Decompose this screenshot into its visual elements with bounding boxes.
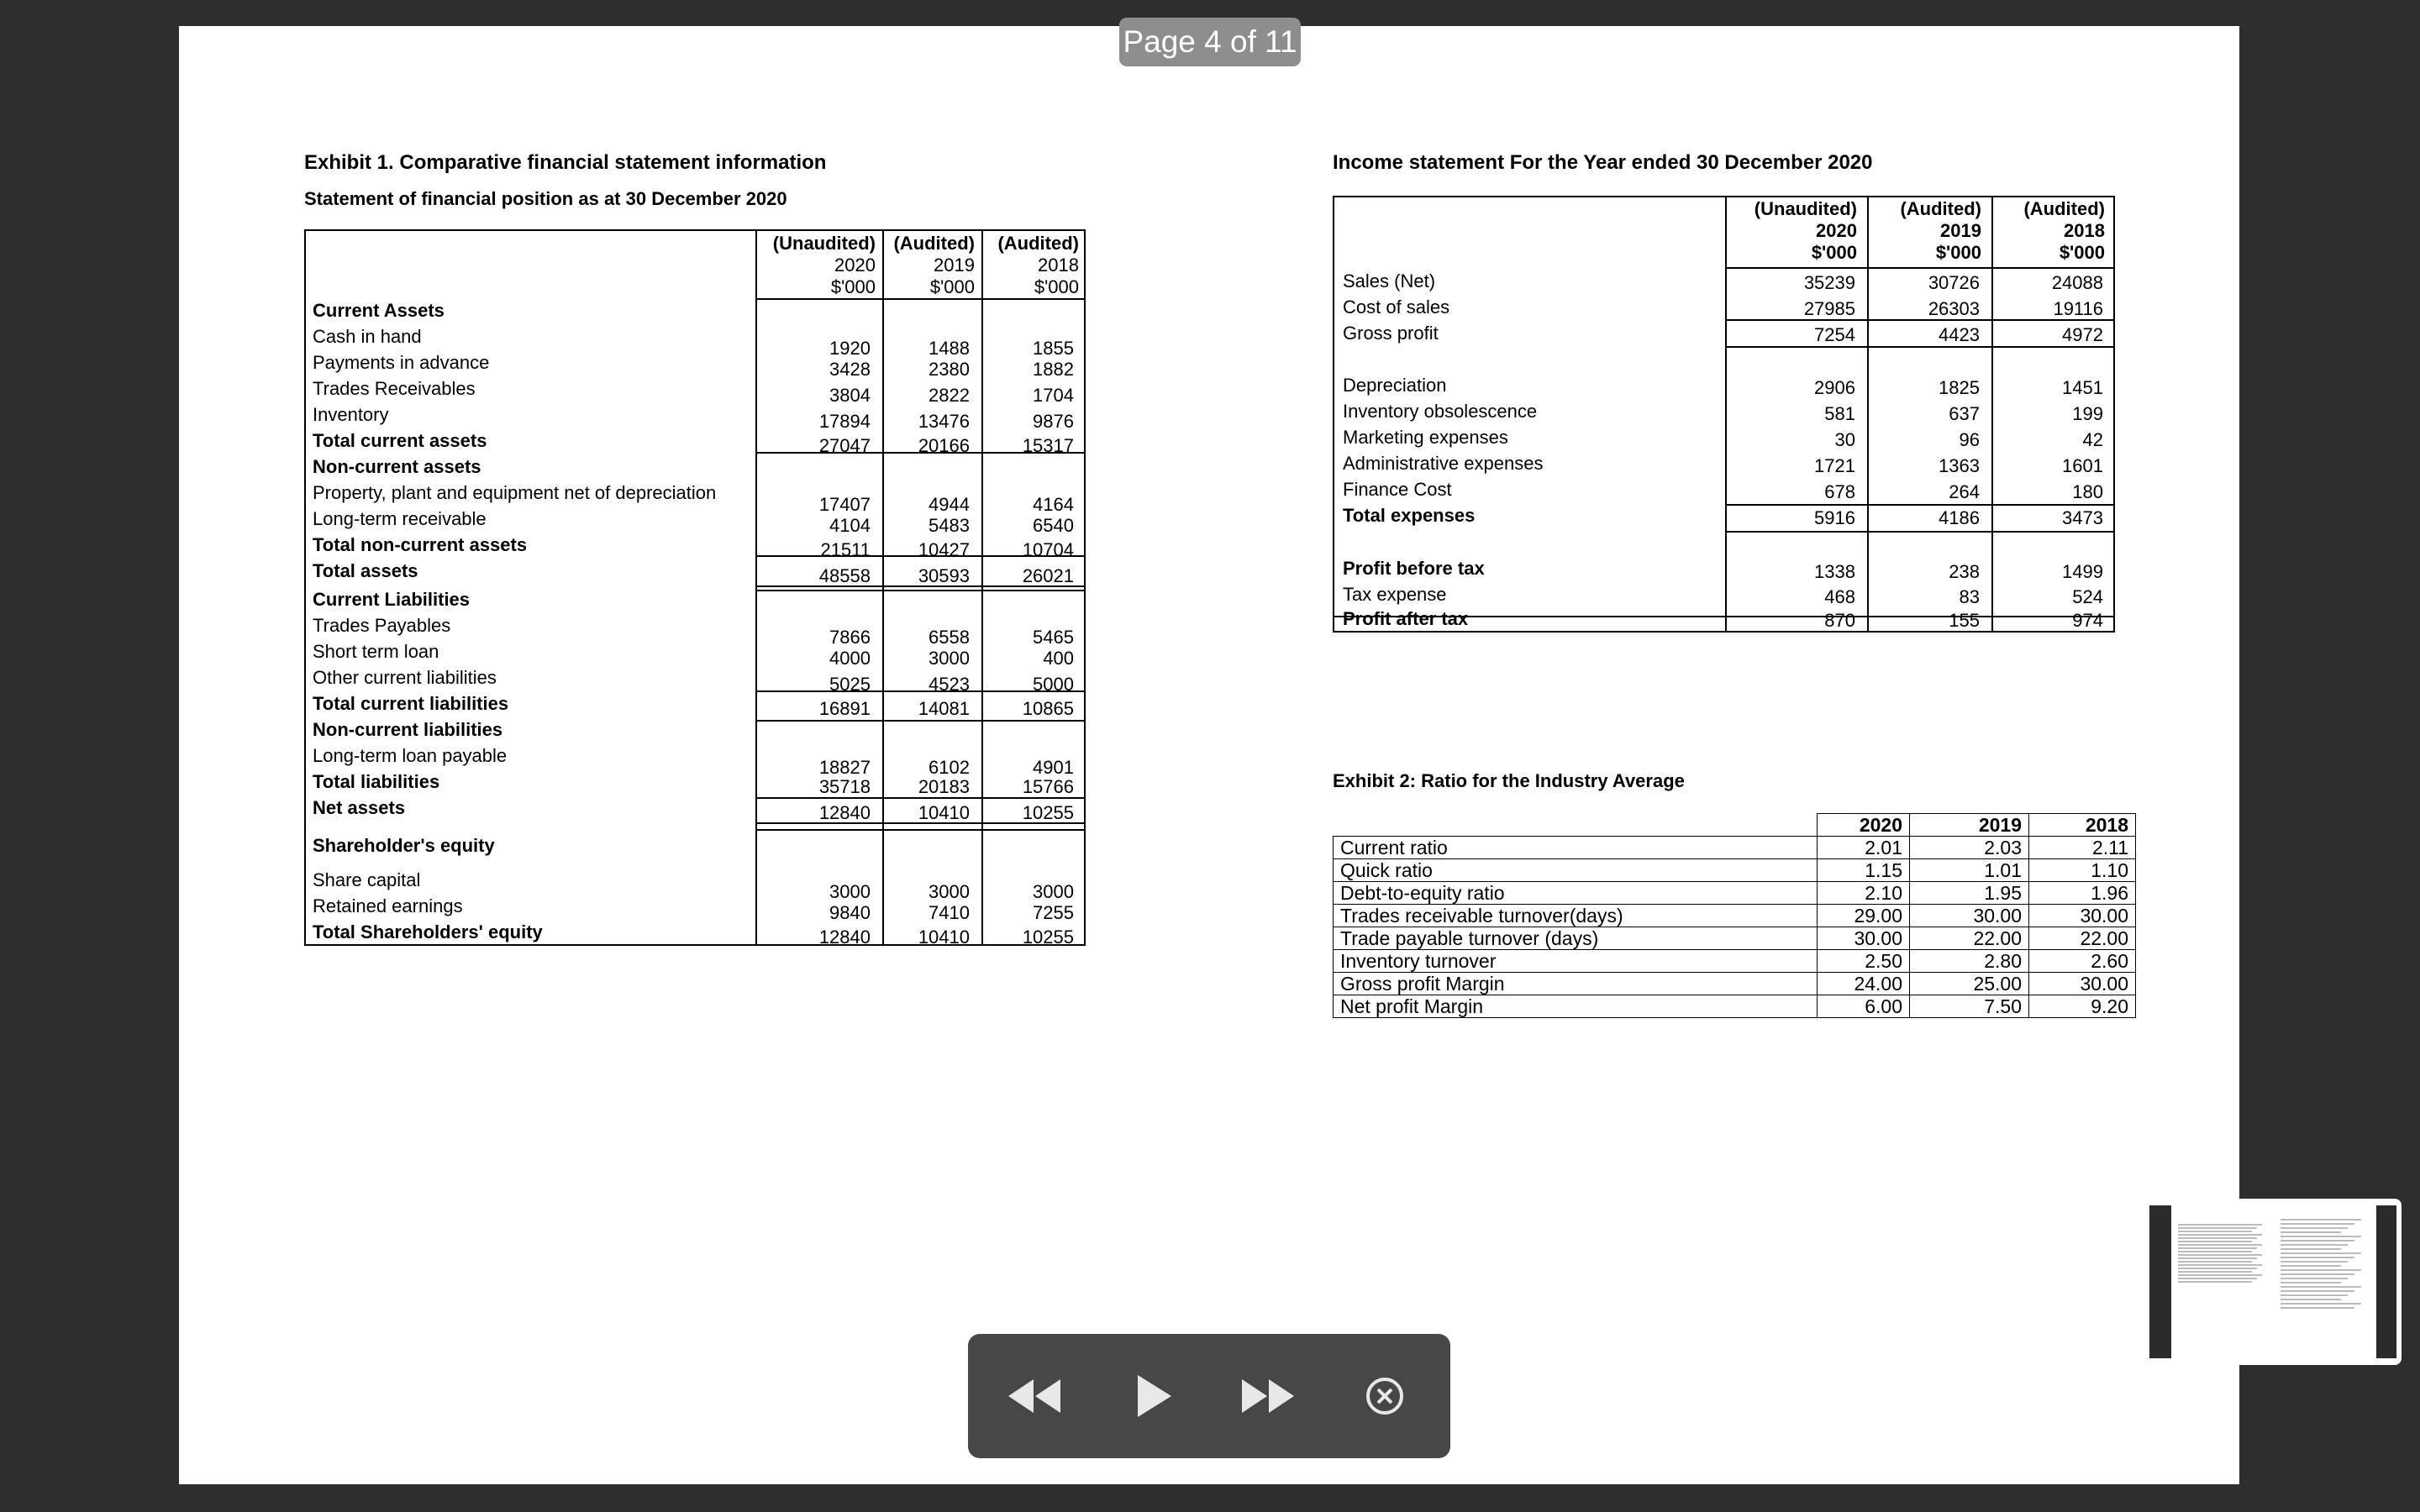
is-cell-value: 1601	[2062, 455, 2103, 476]
sfp-cell-value: 1882	[1033, 359, 1074, 380]
is-cell-value: 180	[2072, 481, 2103, 502]
is-header-year: 2020	[1816, 220, 1857, 241]
ratio-cell-value: 7.50	[1910, 995, 2029, 1018]
is-header-label: (Audited)	[1900, 198, 1981, 219]
thumbnail-text-line	[2178, 1274, 2262, 1276]
ratio-cell-value: 2.60	[2029, 950, 2136, 973]
thumbnail-text-line	[2178, 1234, 2262, 1236]
sfp-cell-value: 400	[1043, 648, 1074, 669]
close-icon[interactable]	[1360, 1371, 1410, 1421]
is-cell-value: 27985	[1803, 298, 1855, 319]
is-header-year: 2019	[1940, 220, 1981, 241]
ratio-cell-value: 2.50	[1818, 950, 1910, 973]
is-row-label: Marketing expenses	[1343, 427, 1508, 448]
is-cell-value: 974	[2072, 610, 2103, 631]
sfp-cell-value: 5483	[929, 515, 970, 536]
sfp-cell-value: 10865	[1022, 698, 1074, 719]
sfp-row-label: Non-current assets	[313, 456, 481, 477]
sfp-cell-value: 3000	[929, 648, 970, 669]
sfp-cell-value: 20183	[918, 776, 970, 797]
sfp-row-label: Total liabilities	[313, 771, 440, 792]
sfp-cell-value: 13476	[918, 411, 970, 432]
is-cell-value: 30	[1834, 429, 1855, 450]
is-cell-value: 24088	[2051, 272, 2103, 293]
thumbnail-text-line	[2178, 1247, 2257, 1249]
sfp-row-label: Share capital	[313, 869, 421, 890]
ratio-row	[1334, 950, 2136, 973]
ratio-row-label: Trades receivable turnover(days)	[1334, 905, 1818, 927]
thumbnail-text-line	[2281, 1286, 2361, 1288]
thumbnail-text-line	[2281, 1236, 2361, 1237]
sfp-row-label: Total current liabilities	[313, 693, 509, 714]
sfp-row-label: Current Assets	[313, 300, 445, 321]
sfp-cell-value: 1920	[829, 338, 871, 359]
thumbnail-text-line	[2281, 1244, 2348, 1246]
presentation-controls	[968, 1334, 1450, 1458]
income-statement-title: Income statement For the Year ended 30 December 2020	[1333, 151, 1873, 174]
is-cell-value: 42	[2082, 429, 2103, 450]
thumbnail-text-line	[2178, 1251, 2252, 1252]
play-icon[interactable]	[1129, 1371, 1180, 1421]
is-cell-value: 1825	[1939, 377, 1980, 398]
sfp-cell-value: 12840	[818, 927, 871, 948]
sfp-row-label: Retained earnings	[313, 895, 463, 916]
is-row-label: Inventory obsolescence	[1343, 401, 1538, 422]
sfp-cell-value: 7410	[929, 902, 970, 923]
thumbnail-text-line	[2178, 1264, 2262, 1266]
ratio-cell-value: 30.00	[2029, 905, 2136, 927]
ratio-row	[1334, 837, 2136, 859]
is-cell-value: 238	[1949, 561, 1980, 582]
ratio-cell-value: 1.96	[2029, 882, 2136, 905]
sfp-cell-value: 3000	[929, 881, 970, 902]
ratio-row-label: Gross profit Margin	[1334, 973, 1818, 995]
sfp-cell-value: 4000	[829, 648, 871, 669]
page-indicator: Page 4 of 11	[1119, 18, 1301, 66]
thumbnail-text-line	[2281, 1282, 2341, 1284]
is-cell-value: 678	[1824, 481, 1855, 502]
is-cell-value: 19116	[2053, 298, 2103, 319]
thumbnail-frame	[2149, 1205, 2396, 1358]
sfp-cell-value: 15317	[1022, 435, 1074, 456]
ratio-cell-value: 9.20	[2029, 995, 2136, 1018]
is-row-label: Administrative expenses	[1343, 453, 1544, 474]
sfp-rule	[755, 720, 1086, 722]
ratio-row-label: Net profit Margin	[1334, 995, 1818, 1018]
ratio-cell-value: 30.00	[1910, 905, 2029, 927]
is-row-label: Profit before tax	[1343, 558, 1485, 579]
sfp-cell-value: 17407	[818, 494, 871, 515]
sfp-cell-value: 18827	[818, 757, 871, 778]
sfp-cell-value: 1855	[1033, 338, 1074, 359]
is-cell-value: 83	[1959, 586, 1980, 607]
sfp-cell-value: 10255	[1022, 802, 1074, 823]
thumbnail-text-line	[2281, 1290, 2354, 1292]
is-cell-value: 4972	[2062, 324, 2103, 345]
sfp-cell-value: 48558	[818, 565, 871, 586]
previous-page-icon[interactable]	[1000, 1371, 1067, 1421]
is-header-label: (Unaudited)	[1754, 198, 1857, 219]
is-cell-value: 1499	[2062, 561, 2103, 582]
sfp-header-label: (Audited)	[893, 233, 975, 254]
is-row-label: Gross profit	[1343, 323, 1439, 344]
sfp-cell-value: 7866	[829, 627, 871, 648]
sfp-row-label: Trades Payables	[313, 615, 451, 636]
ratio-header-blank	[1334, 814, 1818, 837]
thumbnail-text-line	[2178, 1278, 2257, 1279]
sfp-cell-value: 6102	[929, 757, 970, 778]
thumbnail-text-line	[2178, 1268, 2257, 1269]
is-header-unit: $'000	[1811, 242, 1857, 263]
is-row-label: Tax expense	[1343, 584, 1447, 605]
sfp-row-label: Cash in hand	[313, 326, 422, 347]
thumbnail-text-line	[2178, 1231, 2252, 1232]
sfp-cell-value: 4944	[929, 494, 970, 515]
sfp-row-label: Total non-current assets	[313, 534, 528, 555]
ratio-row	[1334, 882, 2136, 905]
sfp-row-label: Trades Receivables	[313, 378, 476, 399]
ratio-row-label: Trade payable turnover (days)	[1334, 927, 1818, 950]
is-cell-value: 155	[1949, 610, 1980, 631]
sfp-rule	[755, 590, 1086, 591]
is-header-year: 2018	[2064, 220, 2105, 241]
sfp-cell-value: 10427	[918, 539, 970, 560]
is-cell-value: 1451	[2062, 377, 2103, 398]
sfp-cell-value: 9840	[829, 902, 871, 923]
is-cell-value: 4423	[1939, 324, 1980, 345]
ratio-cell-value: 2.10	[1818, 882, 1910, 905]
is-header-unit: $'000	[1935, 242, 1981, 263]
industry-ratio-table	[1333, 813, 2136, 1018]
thumbnail-text-line	[2281, 1265, 2341, 1267]
thumbnail-text-line	[2281, 1252, 2361, 1254]
thumbnail-text-line	[2281, 1307, 2354, 1309]
is-cell-value: 199	[2072, 403, 2103, 424]
thumbnail-text-line	[2281, 1231, 2341, 1233]
is-header-unit: $'000	[2059, 242, 2105, 263]
thumbnail-text-line	[2178, 1244, 2262, 1246]
is-row-label: Finance Cost	[1343, 479, 1452, 500]
sfp-header-unit: $'000	[929, 276, 975, 297]
sfp-header-unit: $'000	[830, 276, 876, 297]
thumbnail-text-line	[2178, 1261, 2252, 1263]
thumbnail-text-line	[2281, 1269, 2361, 1271]
sfp-column-line	[981, 229, 983, 946]
thumbnail-text-line	[2178, 1227, 2257, 1229]
thumbnail-text-line	[2281, 1303, 2361, 1305]
sfp-cell-value: 1488	[929, 338, 970, 359]
is-row-label: Depreciation	[1343, 375, 1447, 396]
ratio-cell-value: 2.01	[1818, 837, 1910, 859]
is-cell-value: 2906	[1814, 377, 1855, 398]
is-cell-value: 264	[1949, 481, 1980, 502]
ratio-cell-value: 30.00	[1818, 927, 1910, 950]
ratio-cell-value: 1.01	[1910, 859, 2029, 882]
ratio-cell-value: 22.00	[2029, 927, 2136, 950]
is-row-label: Profit after tax	[1343, 608, 1469, 629]
is-cell-value: 4186	[1939, 507, 1980, 528]
ratio-row-label: Quick ratio	[1334, 859, 1818, 882]
page-thumbnail[interactable]	[2144, 1199, 2402, 1365]
ratio-cell-value: 1.95	[1910, 882, 2029, 905]
thumbnail-text-line	[2281, 1278, 2348, 1279]
sfp-cell-value: 5025	[829, 674, 871, 695]
sfp-cell-value: 10410	[918, 802, 970, 823]
ratio-row	[1334, 927, 2136, 950]
sfp-cell-value: 3428	[829, 359, 871, 380]
is-rule	[1725, 531, 2115, 533]
sfp-cell-value: 14081	[918, 698, 970, 719]
is-row-label: Total expenses	[1343, 505, 1476, 526]
exhibit1-title: Exhibit 1. Comparative financial statement information	[304, 151, 827, 174]
ratio-cell-value: 25.00	[1910, 973, 2029, 995]
sfp-rule	[755, 298, 1086, 300]
is-cell-value: 30726	[1928, 272, 1980, 293]
ratio-row-label: Inventory turnover	[1334, 950, 1818, 973]
sfp-row-label: Net assets	[313, 797, 406, 818]
sfp-cell-value: 4164	[1033, 494, 1074, 515]
sfp-cell-value: 9876	[1033, 411, 1074, 432]
thumbnail-text-line	[2281, 1227, 2348, 1229]
ratio-cell-value: 22.00	[1910, 927, 2029, 950]
sfp-cell-value: 35718	[818, 776, 871, 797]
exhibit2-title: Exhibit 2: Ratio for the Industry Average	[1333, 770, 1685, 791]
sfp-header-year: 2019	[934, 255, 975, 276]
sfp-header-year: 2020	[834, 255, 876, 276]
sfp-cell-value: 27047	[818, 435, 871, 456]
sfp-cell-value: 4523	[929, 674, 970, 695]
is-cell-value: 468	[1824, 586, 1855, 607]
sfp-row-label: Long-term loan payable	[313, 745, 508, 766]
sfp-row-label: Current Liabilities	[313, 589, 471, 610]
ratio-cell-value: 2.11	[2029, 837, 2136, 859]
sfp-header-label: (Audited)	[997, 233, 1079, 254]
ratio-cell-value: 1.15	[1818, 859, 1910, 882]
is-cell-value: 1338	[1814, 561, 1855, 582]
sfp-cell-value: 6540	[1033, 515, 1074, 536]
ratio-header-2018: 2018	[2029, 814, 2136, 837]
sfp-cell-value: 3000	[829, 881, 871, 902]
is-rule	[1725, 504, 2115, 506]
is-cell-value: 1363	[1939, 455, 1980, 476]
next-page-icon[interactable]	[1235, 1371, 1302, 1421]
sfp-row-label: Other current liabilities	[313, 667, 497, 688]
sfp-cell-value: 12840	[818, 802, 871, 823]
sfp-header-label: (Unaudited)	[772, 233, 876, 254]
sfp-cell-value: 16891	[818, 698, 871, 719]
thumbnail-text-line	[2281, 1219, 2361, 1221]
is-cell-value: 524	[2072, 586, 2103, 607]
sfp-row-label: Inventory	[313, 404, 389, 425]
is-row-label: Cost of sales	[1343, 297, 1450, 318]
sfp-row-label: Total assets	[313, 560, 418, 581]
sfp-cell-value: 2380	[929, 359, 970, 380]
sfp-cell-value: 2822	[929, 385, 970, 406]
thumbnail-text-line	[2281, 1223, 2354, 1225]
sfp-cell-value: 7255	[1033, 902, 1074, 923]
sfp-cell-value: 3000	[1033, 881, 1074, 902]
sfp-row-label: Shareholder's equity	[313, 835, 495, 856]
sfp-column-line	[882, 229, 884, 946]
sfp-cell-value: 10704	[1022, 539, 1074, 560]
sfp-cell-value: 17894	[818, 411, 871, 432]
sfp-cell-value: 26021	[1022, 565, 1074, 586]
thumbnail-text-line	[2178, 1241, 2252, 1242]
sfp-cell-value: 4901	[1033, 757, 1074, 778]
thumbnail-text-line	[2178, 1254, 2262, 1256]
sfp-row-label: Total current assets	[313, 430, 487, 451]
sfp-title: Statement of financial position as at 30 December 2020	[304, 188, 787, 209]
sfp-cell-value: 5465	[1033, 627, 1074, 648]
is-header-label: (Audited)	[2023, 198, 2105, 219]
is-cell-value: 637	[1949, 403, 1980, 424]
is-cell-value: 870	[1824, 610, 1855, 631]
thumbnail-page-preview	[2171, 1205, 2376, 1358]
sfp-rule	[755, 829, 1086, 831]
thumbnail-text-line	[2281, 1294, 2348, 1296]
sfp-row-label: Long-term receivable	[313, 508, 487, 529]
sfp-cell-value: 21511	[820, 539, 871, 560]
is-cell-value: 26303	[1928, 298, 1980, 319]
ratio-row	[1334, 859, 2136, 882]
sfp-row-label: Property, plant and equipment net of depreciation	[313, 482, 717, 503]
ratio-row-label: Current ratio	[1334, 837, 1818, 859]
thumbnail-text-line	[2178, 1257, 2257, 1259]
sfp-row-label: Non-current liabilities	[313, 719, 503, 740]
sfp-cell-value: 6558	[929, 627, 970, 648]
is-cell-value: 96	[1959, 429, 1980, 450]
ratio-header-2020: 2020	[1818, 814, 1910, 837]
sfp-column-line	[755, 229, 757, 946]
thumbnail-text-line	[2178, 1224, 2262, 1226]
thumbnail-text-line	[2281, 1273, 2354, 1275]
is-cell-value: 35239	[1803, 272, 1855, 293]
sfp-cell-value: 15766	[1022, 776, 1074, 797]
is-cell-value: 581	[1824, 403, 1855, 424]
ratio-row	[1334, 905, 2136, 927]
ratio-cell-value: 6.00	[1818, 995, 1910, 1018]
is-cell-value: 3473	[2062, 507, 2103, 528]
ratio-cell-value: 30.00	[2029, 973, 2136, 995]
ratio-cell-value: 29.00	[1818, 905, 1910, 927]
thumbnail-text-line	[2281, 1248, 2341, 1250]
sfp-header-unit: $'000	[1034, 276, 1079, 297]
ratio-row	[1334, 973, 2136, 995]
is-rule	[1725, 346, 2115, 348]
sfp-cell-value: 4104	[829, 515, 871, 536]
sfp-header-year: 2018	[1038, 255, 1079, 276]
sfp-cell-value: 3804	[829, 385, 871, 406]
ratio-header-2019: 2019	[1910, 814, 2029, 837]
sfp-cell-value: 20166	[918, 435, 970, 456]
ratio-cell-value: 1.10	[2029, 859, 2136, 882]
is-row-label: Sales (Net)	[1343, 270, 1436, 291]
ratio-row-label: Debt-to-equity ratio	[1334, 882, 1818, 905]
sfp-cell-value: 5000	[1033, 674, 1074, 695]
sfp-row-label: Total Shareholders' equity	[313, 921, 543, 942]
is-rule	[1725, 267, 2115, 269]
ratio-cell-value: 2.80	[1910, 950, 2029, 973]
sfp-cell-value: 1704	[1033, 385, 1074, 406]
sfp-cell-value: 30593	[918, 565, 970, 586]
is-cell-value: 5916	[1814, 507, 1855, 528]
ratio-row	[1334, 995, 2136, 1018]
sfp-cell-value: 10410	[918, 927, 970, 948]
thumbnail-text-line	[2178, 1237, 2257, 1239]
is-cell-value: 7254	[1814, 324, 1855, 345]
ratio-cell-value: 2.03	[1910, 837, 2029, 859]
sfp-cell-value: 10255	[1022, 927, 1074, 948]
thumbnail-text-line	[2281, 1299, 2341, 1300]
ratio-cell-value: 24.00	[1818, 973, 1910, 995]
thumbnail-text-line	[2178, 1281, 2252, 1283]
sfp-row-label: Short term loan	[313, 641, 439, 662]
sfp-row-label: Payments in advance	[313, 352, 490, 373]
thumbnail-text-line	[2178, 1271, 2252, 1273]
is-cell-value: 1721	[1814, 455, 1855, 476]
thumbnail-text-line	[2281, 1240, 2354, 1242]
thumbnail-text-line	[2281, 1257, 2354, 1258]
thumbnail-text-line	[2281, 1261, 2348, 1263]
